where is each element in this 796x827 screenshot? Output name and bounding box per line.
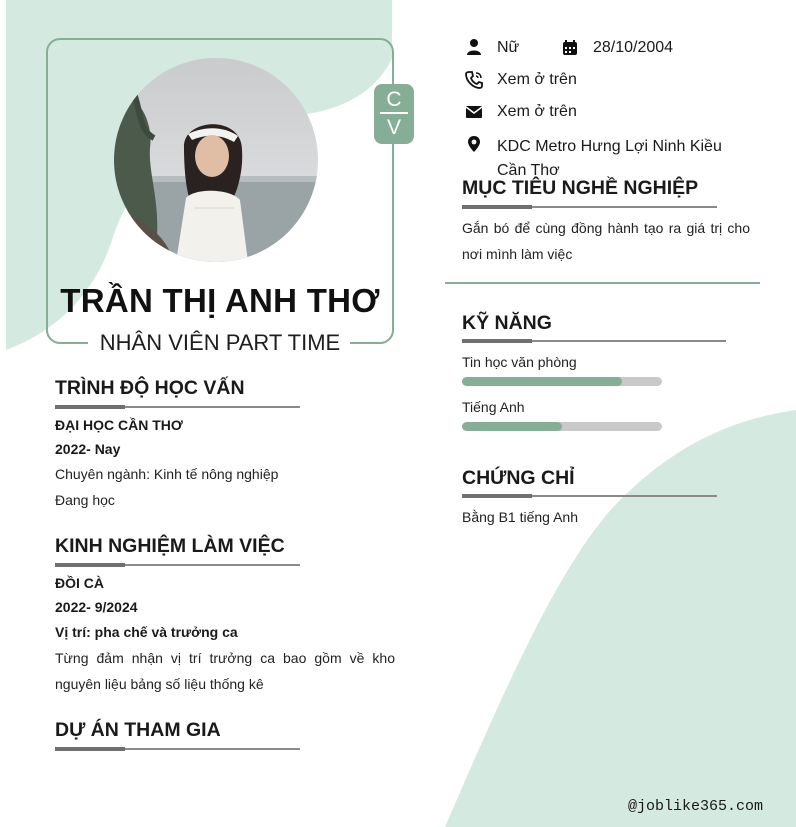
skills-rule bbox=[462, 340, 726, 342]
watermark: @joblike365.com bbox=[627, 798, 763, 815]
birthday-value: 28/10/2004 bbox=[593, 39, 674, 56]
job-title: NHÂN VIÊN PART TIME bbox=[99, 330, 341, 355]
experience-rule bbox=[55, 564, 300, 566]
envelope-icon bbox=[465, 103, 483, 121]
candidate-name: TRẦN THỊ ANH THƠ bbox=[60, 282, 380, 319]
gender-value: Nữ bbox=[497, 39, 520, 56]
skills-heading: KỸ NĂNG bbox=[462, 312, 552, 334]
email-value: Xem ở trên bbox=[497, 103, 577, 120]
skill-label: Tin học văn phòng bbox=[462, 354, 577, 370]
certificates-heading: CHỨNG CHỈ bbox=[462, 467, 575, 489]
address-value bbox=[497, 135, 722, 183]
cv-badge-letter-c: C bbox=[386, 88, 402, 111]
education-status: Đang học bbox=[55, 492, 115, 508]
address-line-1: KDC Metro Hưng Lợi Ninh Kiều bbox=[497, 138, 722, 155]
objective-rule bbox=[462, 206, 717, 208]
address-line-2: Cần Thơ bbox=[497, 162, 560, 179]
education-rule bbox=[55, 406, 300, 408]
experience-heading: KINH NGHIỆM LÀM VIỆC bbox=[55, 535, 285, 557]
experience-company: ĐỒI CÀ bbox=[55, 575, 104, 591]
skill-label: Tiếng Anh bbox=[462, 399, 525, 415]
person-icon bbox=[465, 38, 483, 56]
cv-badge-letter-v: V bbox=[386, 116, 401, 139]
objective-text: Gắn bó để cùng đồng hành tạo ra giá trị cho nơi mình làm việc bbox=[462, 220, 750, 262]
skill-bar bbox=[462, 377, 662, 386]
education-school: ĐẠI HỌC CẦN THƠ bbox=[55, 417, 183, 433]
right-column-divider bbox=[445, 282, 760, 284]
avatar-photo bbox=[114, 58, 318, 262]
education-heading: TRÌNH ĐỘ HỌC VẤN bbox=[55, 377, 245, 399]
experience-period: 2022- 9/2024 bbox=[55, 599, 138, 615]
skill-bar-fill bbox=[462, 377, 622, 386]
education-major: Chuyên ngành: Kinh tế nông nghiệp bbox=[55, 466, 279, 482]
certificate-item: Bằng B1 tiếng Anh bbox=[462, 509, 578, 525]
skill-bar-fill bbox=[462, 422, 562, 431]
objective-heading: MỤC TIÊU NGHỀ NGHIỆP bbox=[462, 177, 699, 199]
calendar-icon bbox=[561, 39, 579, 57]
projects-heading: DỰ ÁN THAM GIA bbox=[55, 719, 221, 741]
experience-position: Vị trí: pha chế và trưởng ca bbox=[55, 624, 238, 640]
projects-rule bbox=[55, 748, 300, 750]
education-period: 2022- Nay bbox=[55, 441, 121, 457]
avatar bbox=[114, 58, 318, 262]
cv-badge bbox=[374, 84, 414, 144]
skill-bar bbox=[462, 422, 662, 431]
phone-value: Xem ở trên bbox=[497, 71, 577, 88]
certificates-rule bbox=[462, 495, 717, 497]
experience-description: Từng đảm nhận vị trí trưởng ca bao gồm về kho nguyên liệu bảng số liệu thống kê bbox=[55, 650, 395, 692]
phone-icon bbox=[465, 71, 483, 89]
location-pin-icon bbox=[465, 135, 483, 153]
